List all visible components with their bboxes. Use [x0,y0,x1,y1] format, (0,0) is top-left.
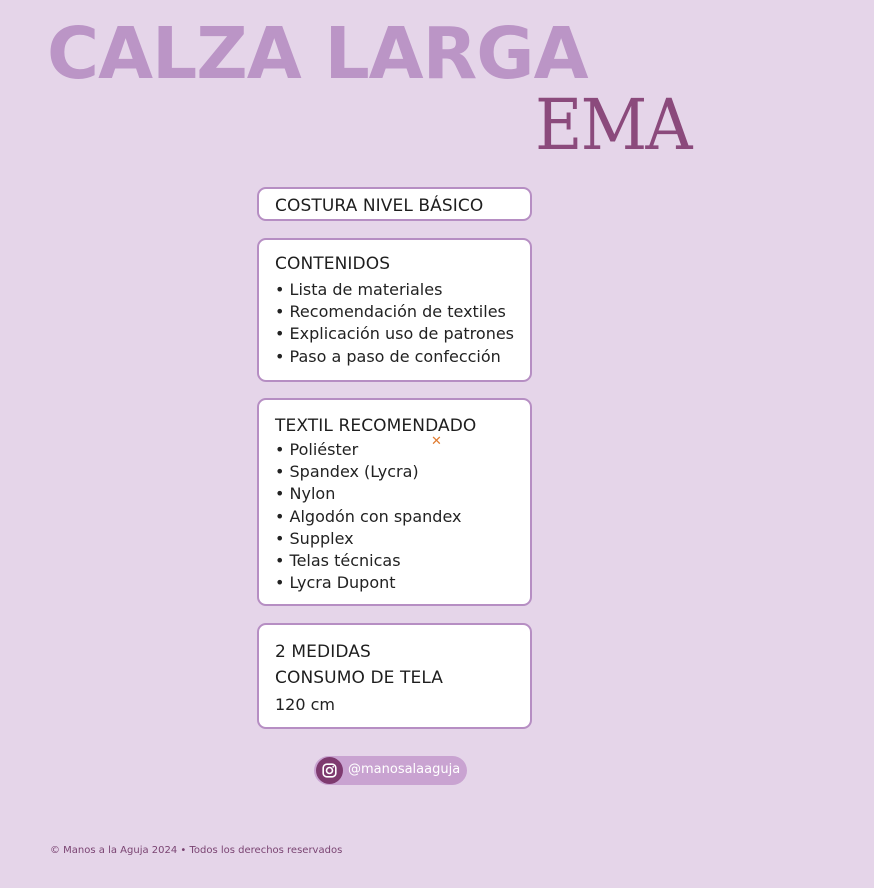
x-mark-icon: ✕ [431,434,442,449]
sizes-heading: 2 MEDIDAS [275,642,371,662]
list-item: • Paso a paso de confección [275,346,501,366]
footer-copyright: © Manos a la Aguja 2024 • Todos los derechos reservados [50,845,343,856]
list-item: • Telas técnicas [275,551,401,571]
textiles-list [275,439,461,594]
level-label: COSTURA NIVEL BÁSICO [275,196,484,216]
page-title: CALZA LARGA [47,12,588,95]
instagram-link[interactable] [314,756,467,785]
list-item: • Lycra Dupont [275,573,396,593]
list-item: • Algodón con spandex [275,506,462,526]
fabric-value: 120 cm [275,695,336,714]
textiles-card [257,398,532,606]
page-subtitle: EMA [535,84,691,166]
contents-card [257,238,532,382]
instagram-handle: @manosalaaguja [348,762,461,777]
list-item: • Poliéster [275,440,359,459]
list-item: • Recomendación de textiles [275,302,506,322]
measures-card [257,623,532,729]
list-item: • Supplex [275,528,354,548]
list-item: • Nylon [275,484,336,504]
instagram-icon [316,757,343,784]
fabric-heading: CONSUMO DE TELA [275,668,444,688]
list-item: • Explicación uso de patrones [275,324,515,344]
textiles-heading: TEXTIL RECOMENDADO [275,416,477,436]
list-item: • Lista de materiales [275,280,443,299]
contents-heading: CONTENIDOS [275,254,391,274]
list-item: • Spandex (Lycra) [275,462,419,482]
contents-list [275,279,514,368]
level-card [257,187,532,221]
